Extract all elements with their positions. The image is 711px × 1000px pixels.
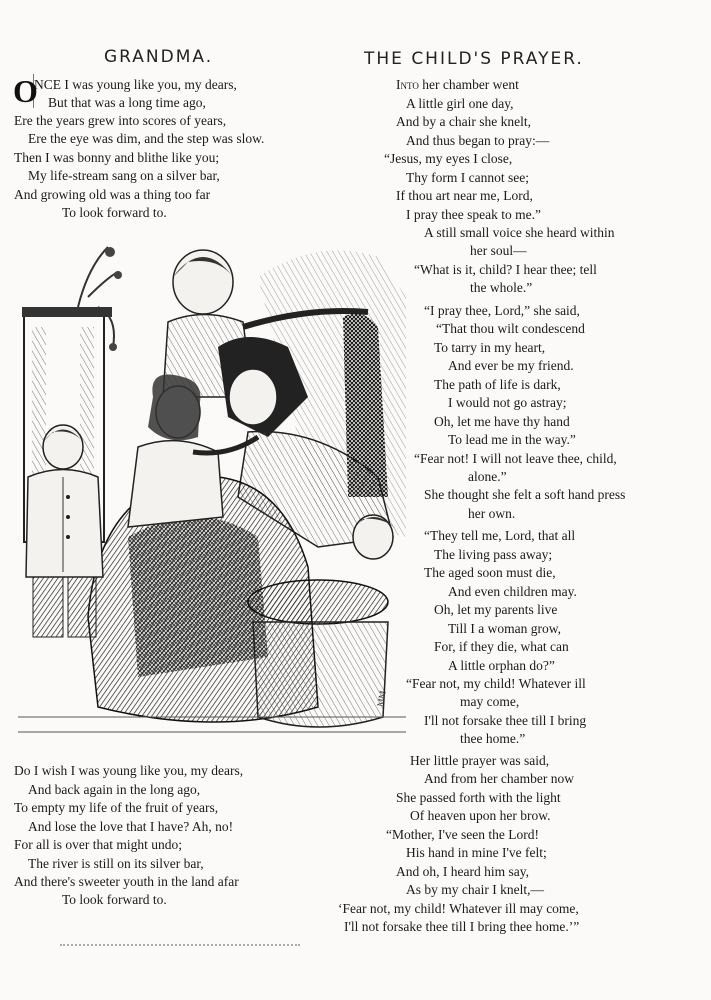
grandma-s1-line-3: Ere the eye was dim, and the step was slow. — [28, 131, 265, 146]
grandma-s1-line-5: My life-stream sang on a silver bar, — [28, 168, 220, 183]
prayer-line-42: And oh, I heard him say, — [396, 864, 529, 879]
engraver-signature: MM — [375, 689, 388, 708]
prayer-line-39: Of heaven upon her brow. — [410, 808, 551, 823]
footer-ornament — [60, 938, 300, 946]
grandma-s2-line-4: For all is over that might undo; — [14, 837, 182, 852]
grandma-s2-line-2: To empty my life of the fruit of years, — [14, 800, 219, 815]
prayer-line-5: Thy form I cannot see; — [406, 170, 529, 185]
prayer-line-41: His hand in mine I've felt; — [406, 845, 547, 860]
prayer-line-0-text: her chamber went — [418, 77, 519, 92]
grandma-s1-line-2: Ere the years grew into scores of years, — [14, 113, 227, 128]
prayer-line-30: For, if they die, what can — [434, 639, 569, 654]
prayer-line-7: I pray thee speak to me.” — [406, 207, 541, 222]
prayer-line-2: And by a chair she knelt, — [396, 114, 531, 129]
prayer-line-20: “Fear not! I will not leave thee, child, — [414, 451, 617, 466]
grandma-s2-line-1: And back again in the long ago, — [28, 782, 201, 797]
prayer-line-32: “Fear not, my child! Whatever ill — [406, 676, 586, 691]
prayer-line-23: her own. — [468, 506, 516, 521]
grandma-s1-line-6: And growing old was a thing too far — [14, 187, 211, 202]
prayer-line-37: And from her chamber now — [424, 771, 574, 786]
prayer-line-35: thee home.” — [460, 731, 526, 746]
prayer-line-3: And thus began to pray:— — [406, 133, 550, 148]
prayer-line-4: “Jesus, my eyes I close, — [384, 151, 513, 166]
prayer-line-11: the whole.” — [470, 280, 533, 295]
grandma-s2-line-7: To look forward to. — [62, 892, 167, 907]
prayer-line-45: I'll not forsake thee till I bring thee home.’” — [344, 919, 580, 934]
prayer-line-19: To lead me in the way.” — [448, 432, 576, 447]
grandma-s2-line-0: Do I wish I was young like you, my dears, — [14, 763, 244, 778]
prayer-line-10: “What is it, child? I hear thee; tell — [414, 262, 597, 277]
prayer-line-38: She passed forth with the light — [396, 790, 561, 805]
grandma-s2-line-3: And lose the love that I have? Ah, no! — [28, 819, 234, 834]
prayer-line-27: And even children may. — [448, 584, 577, 599]
prayer-line-22: She thought she felt a soft hand press — [424, 487, 626, 502]
prayer-line-24: “They tell me, Lord, that all — [424, 528, 576, 543]
grandma-s1-line-7: To look forward to. — [62, 205, 167, 220]
prayer-line-1: A little girl one day, — [406, 96, 514, 111]
prayer-line-16: The path of life is dark, — [434, 377, 561, 392]
prayer-line-9: her soul— — [470, 243, 527, 258]
prayer-line-28: Oh, let my parents live — [434, 602, 558, 617]
prayer-line-6: If thou art near me, Lord, — [396, 188, 533, 203]
grandma-s1-line-1: But that was a long time ago, — [48, 95, 206, 110]
prayer-line-31: A little orphan do?” — [448, 658, 555, 673]
prayer-line-26: The aged soon must die, — [424, 565, 556, 580]
prayer-line-21: alone.” — [468, 469, 507, 484]
grandma-s1-line-4: Then I was bonny and blithe like you; — [14, 150, 220, 165]
prayer-line-29: Till I a woman grow, — [448, 621, 561, 636]
grandma-dropcap: O — [13, 73, 38, 109]
prayer-line-12: “I pray thee, Lord,” she said, — [424, 303, 580, 318]
prayer-line-43: As by my chair I knelt,— — [406, 882, 544, 897]
prayer-line-13: “That thou wilt condescend — [436, 321, 585, 336]
prayer-line-15: And ever be my friend. — [448, 358, 574, 373]
prayer-line-33: may come, — [460, 694, 520, 709]
prayer-line-34: I'll not forsake thee till I bring — [424, 713, 587, 728]
prayer-line-40: “Mother, I've seen the Lord! — [386, 827, 539, 842]
grandma-s2-line-6: And there's sweeter youth in the land afar — [14, 874, 239, 889]
prayer-title: THE CHILD'S PRAYER. — [364, 49, 584, 69]
grandma-title: GRANDMA. — [104, 47, 214, 67]
prayer-line-0 — [396, 76, 519, 94]
prayer-line-14: To tarry in my heart, — [434, 340, 546, 355]
grandma-s2-line-5: The river is still on its silver bar, — [28, 856, 204, 871]
prayer-line-17: I would not go astray; — [448, 395, 567, 410]
grandma-s1-line-0: NCE I was young like you, my dears, — [34, 77, 237, 92]
prayer-first-word: Into — [396, 77, 419, 92]
prayer-line-36: Her little prayer was said, — [410, 753, 550, 768]
prayer-line-18: Oh, let me have thy hand — [434, 414, 570, 429]
engraving-illustration — [18, 237, 406, 747]
prayer-line-8: A still small voice she heard within — [424, 225, 615, 240]
prayer-line-25: The living pass away; — [434, 547, 553, 562]
prayer-line-44: ‘Fear not, my child! Whatever ill may come, — [338, 901, 579, 916]
